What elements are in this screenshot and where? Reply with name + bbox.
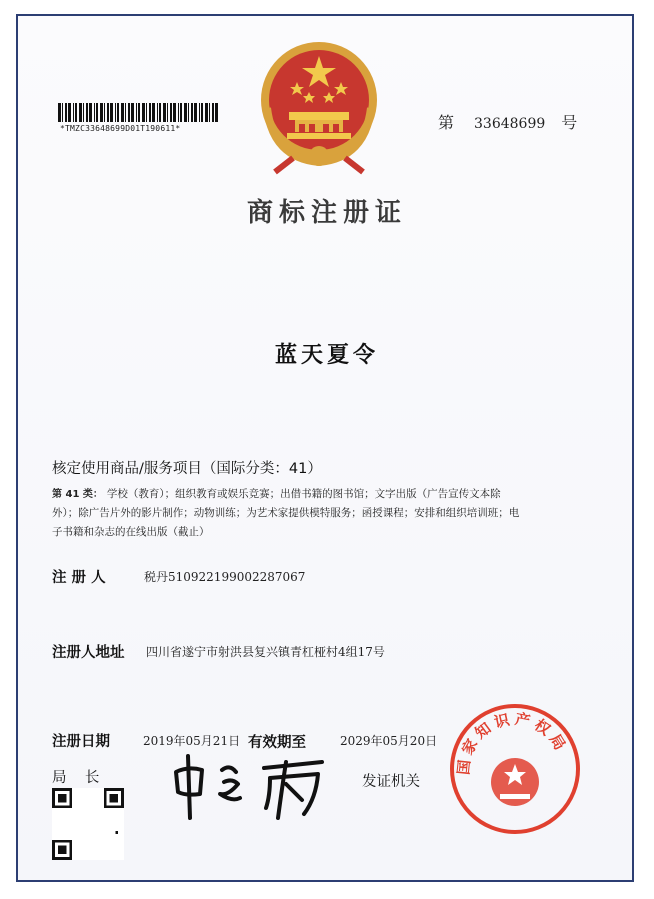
reg-prefix: 第 — [438, 113, 455, 132]
valid-until-label: 有效期至 — [248, 735, 306, 751]
address-label: 注册人地址 — [52, 645, 125, 661]
address-value: 四川省遂宁市射洪县复兴镇青杠桠村4组17号 — [146, 645, 385, 659]
certificate-title: 商标注册证 — [246, 198, 407, 228]
national-emblem-icon — [253, 38, 385, 176]
goods-services-text — [52, 485, 592, 542]
trademark-name: 蓝天夏令 — [274, 342, 379, 368]
seal-text: 国家知识产权局 — [454, 709, 572, 776]
goods-line-2: 外）；除广告片外的影片制作；动物训练；为艺术家提供模特服务；函授课程；安排和组织培训班；电 — [52, 507, 520, 519]
official-seal-icon — [448, 702, 582, 836]
reg-date-label: 注册日期 — [52, 734, 110, 750]
barcode-icon — [58, 103, 218, 122]
goods-heading: 核定使用商品/服务项目（国际分类：41） — [52, 461, 322, 477]
registration-number — [438, 110, 577, 133]
reg-number: 33648699 — [474, 116, 546, 132]
reg-date-value: 2019年05月21日 — [143, 734, 241, 748]
director-label: 局 长 — [52, 770, 100, 786]
valid-until-value: 2029年05月20日 — [340, 734, 438, 748]
class-label: 第 41 类： — [52, 489, 103, 500]
qr-code-icon — [52, 788, 124, 860]
goods-line-1: 第 41 类： 学校（教育）；组织教育或娱乐竞赛；出借书籍的图书馆；文字出版（广告宣传文本除 — [52, 488, 501, 500]
registrant-label: 注 册 人 — [52, 570, 106, 586]
issuer-label: 发证机关 — [362, 774, 420, 790]
barcode-text: *TMZC33648699D01T190611* — [60, 124, 181, 133]
goods-line-3: 子书籍和杂志的在线出版（截止） — [52, 526, 210, 538]
signature-icon — [166, 748, 336, 824]
registrant-value: 税丹510922199002287067 — [144, 570, 306, 584]
reg-suffix: 号 — [561, 113, 578, 132]
